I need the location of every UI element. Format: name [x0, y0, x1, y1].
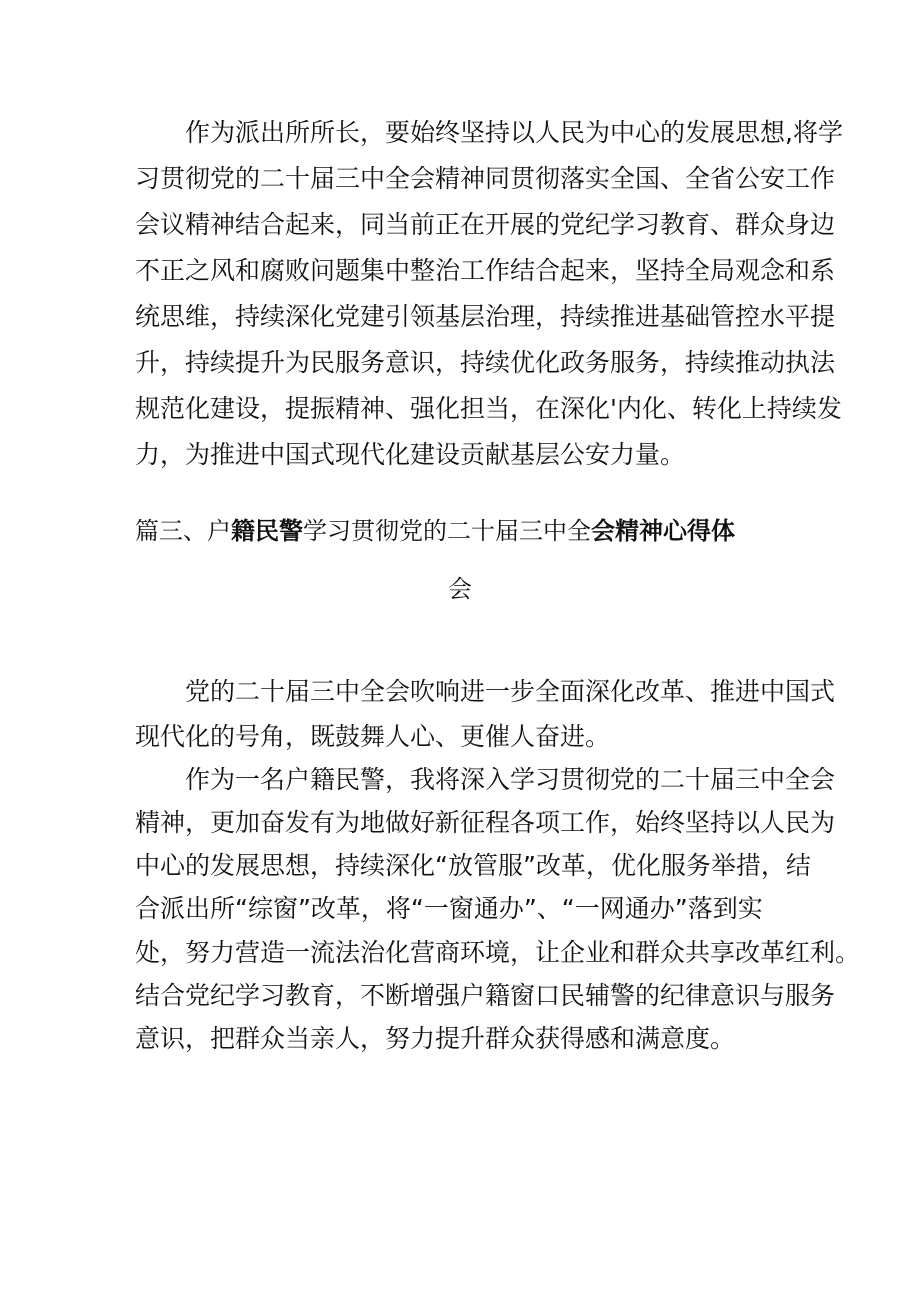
paragraph-line: 不正之风和腐败问题集中整治工作结合起来，坚持全局观念和系: [135, 256, 836, 285]
paragraph-line: 意识，把群众当亲人，努力提升群众获得感和满意度。: [135, 1024, 736, 1053]
paragraph-line: 精神，更加奋发有为地做好新征程各项工作，始终坚持以人民为: [135, 808, 836, 837]
paragraph-line: 升，持续提升为民服务意识，持续优化政务服务，持续推动执法: [135, 348, 836, 377]
paragraph-line: 党的二十届三中全会吹响进一步全面深化改革、推进中国式: [185, 677, 836, 706]
paragraph-line: 现代化的号角，既鼓舞人心、更催人奋进。: [135, 722, 611, 751]
paragraph-line: 习贯彻党的二十届三中全会精神同贯彻落实全国、全省公安工作: [135, 164, 836, 193]
heading-line-1: [135, 516, 735, 546]
paragraph-line: 规范化建设，提振精神、强化担当，在深化'内化、转化上持续发: [135, 394, 842, 423]
paragraph-line: 会议精神结合起来，同当前正在开展的党纪学习教育、群众身边: [135, 210, 836, 239]
heading-segment: 学习贯彻党的二十届三中全: [303, 517, 591, 545]
heading-segment-bold: 会精神心得体: [591, 517, 735, 545]
heading-segment-bold: 籍民警: [231, 517, 303, 545]
paragraph-line: 力，为推进中国式现代化建设贡献基层公安力量。: [135, 440, 686, 469]
heading-segment: 篇三、户: [135, 517, 231, 545]
paragraph-line: 作为派出所所长，要始终坚持以人民为中心的发展思想,将学: [185, 118, 843, 147]
heading-line-2: 会: [448, 575, 472, 603]
paragraph-line: 统思维，持续深化党建引领基层治理，持续推进基础管控水平提: [135, 302, 836, 331]
paragraph-line: 中心的发展思想，持续深化“放管服”改革，优化服务举措，结: [135, 851, 811, 880]
paragraph-line: 作为一名户籍民警，我将深入学习贯彻党的二十届三中全会: [185, 765, 836, 794]
paragraph-line: 处，努力营造一流法治化营商环境，让企业和群众共享改革红利。: [135, 938, 861, 967]
paragraph-line: 结合党纪学习教育，不断增强户籍窗口民辅警的纪律意识与服务: [135, 981, 836, 1010]
paragraph-line: 合派出所“综窗”改革，将“一窗通办”、“一网通办”落到实: [135, 894, 763, 923]
